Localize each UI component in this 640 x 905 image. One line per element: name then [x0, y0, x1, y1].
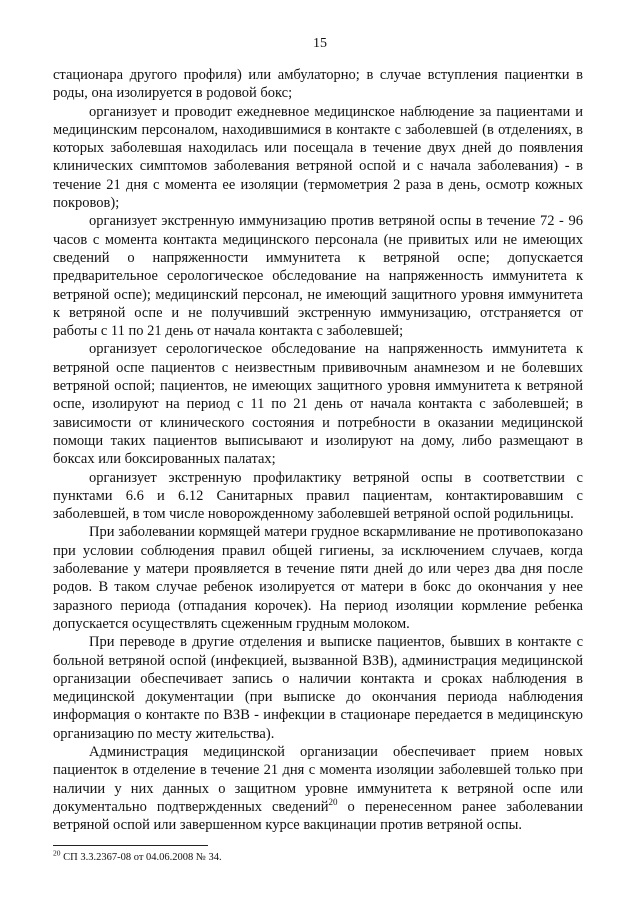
page-number: 15	[313, 36, 327, 51]
paragraph-emergency-prophylaxis: организует экстренную профилактику ветряной оспы в соответствии с пунктами 6.6 и 6.12 Санитарных правил пациентам, контактировавшим с заболевшей, в том числе новорожденному заболевшей ветряной оспой родильницы.	[53, 469, 583, 523]
admission-text-start: Администрация медицинской организации обеспечивает прием новых пациенток в отделение в течение 21 дня с момента изоляции заболевшей только при наличии у них данных о защитном уровне иммунитета к ветряной оспе или документально подтвержденных сведений	[53, 743, 583, 815]
paragraph-emergency-immunization: организует экстренную иммунизацию против ветряной оспы в течение 72 - 96 часов с момента контакта медицинского персонала (не привитых или не имеющих сведений о напряженности иммунитета к ветряной оспе; допускается предварительное серологическое обследование на напряженность иммунитета к ветряной оспе); медицинский персонал, не имеющий защитного уровня иммунитета к ветряной оспе и не получивший экстренную иммунизацию, отстраняется от работы с 11 по 21 день от начала контакта с заболевшей;	[53, 213, 583, 340]
footnote-separator	[53, 845, 208, 846]
paragraph-medical-observation: организует и проводит ежедневное медицинское наблюдение за пациентами и медицинским персоналом, находившимися в контакте с заболевшей (в отделениях, в которых заболевшая находилась или посещала в течение двух дней до появления клинических симптомов заболевания ветряной оспой и с начала заболевания) - в течение 21 дня с момента ее изоляции (термометрия 2 раза в день, осмотр кожных покровов);	[53, 103, 583, 212]
paragraph-breastfeeding: При заболевании кормящей матери грудное вскармливание не противопоказано при условии соблюдения правил общей гигиены, за исключением случаев, когда заболевание у матери проявляется в течение пяти дней до или через два дня после родов. В таком случае ребенок изолируется от матери в бокс до окончания у нее заразного периода (отпадания корочек). На период изоляции кормление ребенка допускается осуществлять сцеженным грудным молоком.	[53, 524, 583, 632]
admission-text-end: о перенесенном ранее заболевании ветряной оспой или завершенном курсе вакцинации против ветряной оспы.	[53, 798, 583, 834]
footnote-text: СП 3.3.2367-08 от 04.06.2008 № 34.	[60, 852, 222, 863]
paragraph-admission	[53, 743, 583, 834]
footnote-reference: 20	[328, 797, 338, 808]
footnote	[53, 848, 583, 865]
paragraph-patient-transfer: При переводе в другие отделения и выписке пациентов, бывших в контакте с больной ветряной оспой (инфекцией, вызванной ВЗВ), администрация медицинской организации обеспечивает запись о наличии контакта и сроках наблюдения в медицинской документации (при выписке до окончания периода наблюдения информация о контакте по ВЗВ - инфекции в стационаре передается в медицинскую организацию по месту жительства).	[53, 634, 583, 742]
footnote-mark: 20	[53, 848, 61, 858]
paragraph-continuation: стационара другого профиля) или амбулаторно; в случае вступления пациентки в роды, она изолируется в родовой бокс;	[53, 67, 583, 102]
document-body	[53, 66, 583, 834]
paragraph-serological-examination: организует серологическое обследование на напряженность иммунитета к ветряной оспе пациентов с неизвестным прививочным анамнезом и не болевших ветряной оспой; пациентов, не имеющих защитного уровня иммунитета к ветряной оспе, изолируют на период с 11 по 21 день от начала контакта с заболевшей; в зависимости от клинического состояния и потребности в оказании медицинской помощи таких пациентов выписывают и изолируют на дому, либо размещают в боксах или боксированных палатах;	[53, 341, 583, 468]
